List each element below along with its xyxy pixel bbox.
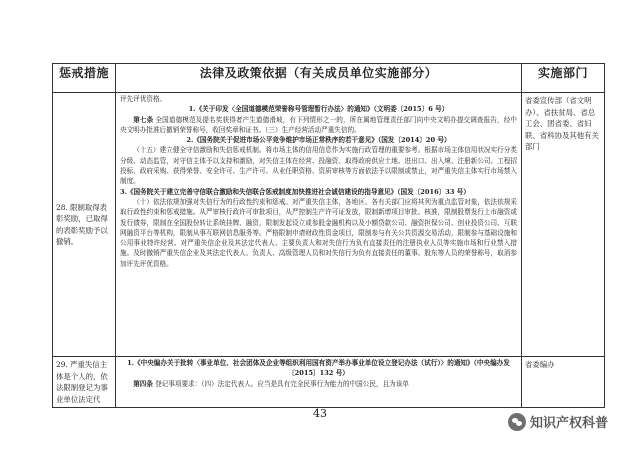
watermark-text: 知识产权科普: [530, 416, 609, 431]
article-label: 第七条: [133, 115, 154, 124]
table-row: [53, 357, 605, 408]
law-paragraph: （十）依法依规加强对失信行为的行政性约束和惩戒。对严重失信主体，各地区、各有关部门应将其列为重点监管对象，依法依规采取行政性约束和惩戒措施。从严审核行政许可审批项目，从严控制生产许可证发放，限制新增项目审批、核准，限制股票发行上市融资或发行债券，限制在全国股份转让系统挂牌、融资，限制发起设立或参股金融机构以及小额贷款公司、融资担保公司、创业投资公司、互联网融资平台等机构，限制从事互联网信息服务等。严格限制申请财政性资金项目，限制参与有关公共资源交易活动，限制参与基础设施和公用事业特许经营。对严重失信企业及其法定代表人、主要负责人和对失信行为负有直接责任的注册执业人员等实施市场和行业禁入措施。及时撤销严重失信企业及其法定代表人、负责人、高级管理人员和对失信行为负有直接责任的董事、股东等人员的荣誉称号，取消参加评先评优资格。: [120, 197, 517, 268]
article-text: 全国道德模范及提名奖获得者产生道德滑坡，有下列情形之一的，所在属地管理责任部门向中央文明办提交调查报告，经中央文明办批准后撤销荣誉称号，收回奖章和证书。（三）生产经营活动严重失信的。: [120, 115, 517, 134]
law-title: 1.《关于印发〈全国道德模范荣誉称号管理暂行办法〉的通知》（文明委〔2015〕6 号）: [188, 105, 449, 114]
measure-text: 29. 严重失信主体是个人的，依法限制登记为事业单位法定代: [56, 360, 108, 404]
legal-basis-cell: [116, 357, 522, 408]
law-paragraph: [120, 379, 517, 389]
wechat-icon: [508, 413, 526, 431]
header-legal-basis: 法律及政策依据（有关成员单位实施部分）: [116, 64, 522, 93]
article-label: 第四条: [133, 379, 153, 388]
measure-text: 28. 限制取得表彰奖励，已取得的表彰奖励予以撤销。: [56, 202, 108, 246]
law-title: 3.《国务院关于建立完善守信联合激励和失信联合惩戒制度加快推进社会诚信建设的指导意见》（国发〔2016〕33 号）: [120, 187, 470, 196]
department-cell: [522, 357, 605, 408]
department-text: 省委编办: [525, 360, 555, 369]
header-department: 实施部门: [522, 64, 605, 93]
department-text: 省委宣传部（省文明办）、省扶贫局、省总工会、团省委、省妇联、省科协及其他有关部门: [525, 96, 599, 151]
continued-text: 评先评优资格。: [120, 95, 167, 103]
sanctions-table: [52, 63, 605, 408]
legal-basis-cell: [116, 93, 522, 357]
law-title: 1.《中央编办关于批转〈事业单位、社会团体及企业等组织利用国有资产举办事业单位设立登记办法（试行）〉的通知》（中央编办发〔2015〕132 号）: [127, 359, 510, 378]
measure-cell: [53, 93, 116, 357]
law-title: 2.《国务院关于促进市场公平竞争维护市场正常秩序的若干意见》（国发〔2014〕20 号）: [186, 136, 451, 145]
watermark: [508, 412, 608, 431]
measure-cell: [53, 357, 116, 408]
law-paragraph: [120, 115, 517, 136]
table-header-row: [53, 64, 605, 93]
department-cell: [522, 93, 605, 357]
page-number: 43: [313, 407, 327, 420]
law-paragraph: （十五）建立健全守信激励和失信惩戒机制。将市场主体的信用信息作为实施行政管理的重要参考。根据市场主体信用状况实行分类分级、动态监管，对守信主体予以支持和激励，对失信主体在经营、投融资、取得政府供应土地、进出口、出入境、注册新公司、工程招投标、政府采购、获得荣誉、安全许可、生产许可、从业任职资格、资质审核等方面依法予以限制或禁止，对严重失信主体实行市场禁入制度。: [120, 146, 517, 186]
table-row: [53, 93, 605, 357]
header-measures: 惩戒措施: [53, 64, 116, 93]
article-text: 登记事项要求：（四）法定代表人。应当是具有完全民事行为能力的中国公民，且为该单: [155, 379, 409, 388]
